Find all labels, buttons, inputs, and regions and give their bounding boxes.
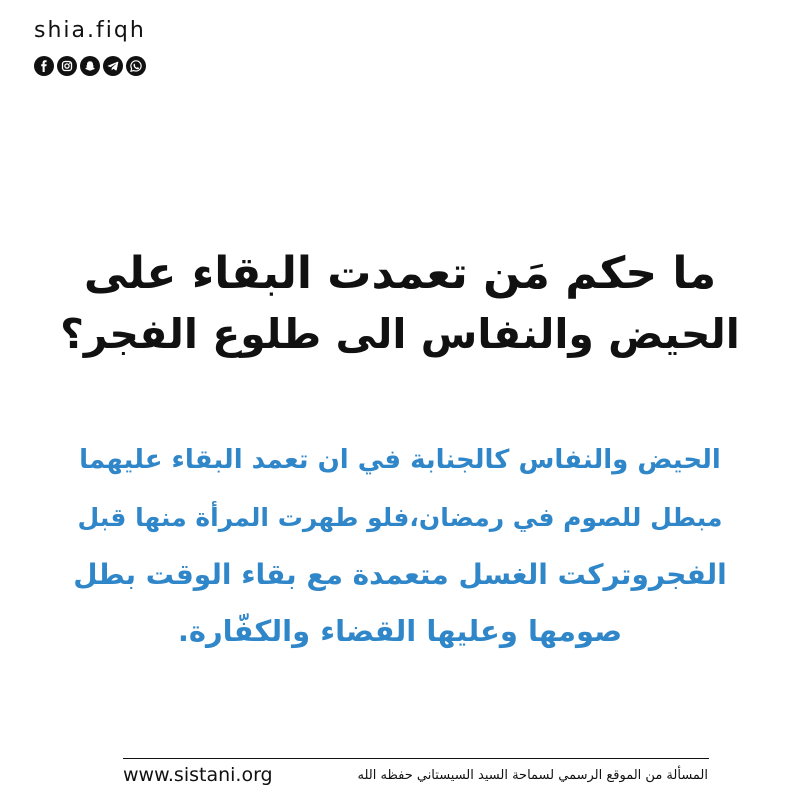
answer-line: مبطل للصوم في رمضان،فلو طهرت المرأة منها قبل [77, 503, 723, 532]
answer-line: الفجروتركت الغسل متعمدة مع بقاء الوقت بطل [73, 558, 727, 591]
brand-handle: shia.fiqh [34, 18, 146, 43]
answer-line: الحيض والنفاس كالجنابة في ان تعمد البقاء عليهما [79, 445, 721, 475]
facebook-icon[interactable] [34, 56, 54, 76]
answer-text [70, 432, 730, 660]
instagram-icon[interactable] [57, 56, 77, 76]
answer-line: صومها وعليها القضاء والكفّارة. [177, 614, 623, 648]
telegram-icon[interactable] [103, 56, 123, 76]
website-link[interactable]: www.sistani.org [123, 764, 273, 786]
question-title [60, 244, 740, 364]
footer-divider [123, 758, 709, 759]
social-icons-row [34, 56, 146, 76]
title-line: ما حكم مَن تعمدت البقاء على [83, 248, 717, 299]
snapchat-icon[interactable] [80, 56, 100, 76]
source-note: المسألة من الموقع الرسمي لسماحة السيد السيستاني حفظه الله [357, 768, 708, 783]
title-line: الحيض والنفاس الى طلوع الفجر؟ [60, 310, 740, 358]
whatsapp-icon[interactable] [126, 56, 146, 76]
